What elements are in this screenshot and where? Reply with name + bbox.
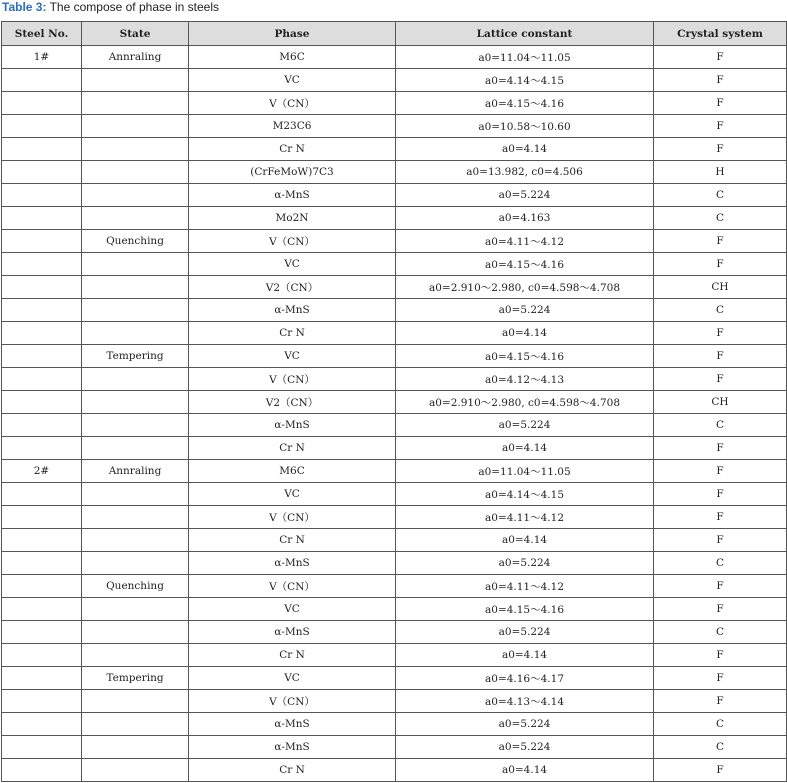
cell-phase: V（CN） (189, 92, 396, 115)
cell-state (82, 621, 189, 644)
cell-crystal-system: F (654, 690, 787, 713)
cell-steel-no: 1# (2, 46, 82, 69)
cell-steel-no (2, 253, 82, 276)
cell-phase: Cr N (189, 759, 396, 782)
table-row (2, 184, 787, 207)
table-row (2, 276, 787, 299)
cell-phase: VC (189, 345, 396, 368)
cell-steel-no (2, 667, 82, 690)
cell-steel-no (2, 322, 82, 345)
table-row (2, 207, 787, 230)
cell-steel-no (2, 69, 82, 92)
cell-lattice-constant: a0=4.11～4.12 (396, 506, 654, 529)
cell-crystal-system: F (654, 506, 787, 529)
cell-lattice-constant: a0=4.14 (396, 759, 654, 782)
cell-steel-no (2, 138, 82, 161)
table-row (2, 598, 787, 621)
cell-lattice-constant: a0=2.910～2.980, c0=4.598～4.708 (396, 391, 654, 414)
cell-lattice-constant: a0=5.224 (396, 552, 654, 575)
cell-phase: VC (189, 667, 396, 690)
cell-lattice-constant: a0=4.14 (396, 644, 654, 667)
cell-steel-no (2, 299, 82, 322)
table-body (2, 46, 787, 782)
cell-state: Tempering (82, 345, 189, 368)
table-row (2, 115, 787, 138)
header-state: State (82, 22, 189, 46)
cell-state (82, 736, 189, 759)
cell-crystal-system: C (654, 414, 787, 437)
cell-crystal-system: F (654, 644, 787, 667)
cell-state: Annraling (82, 460, 189, 483)
table-row (2, 713, 787, 736)
cell-lattice-constant: a0=2.910～2.980, c0=4.598～4.708 (396, 276, 654, 299)
cell-lattice-constant: a0=4.14 (396, 138, 654, 161)
table-row (2, 414, 787, 437)
table-row (2, 506, 787, 529)
table-row (2, 483, 787, 506)
cell-steel-no (2, 713, 82, 736)
cell-phase: α-MnS (189, 736, 396, 759)
cell-state (82, 69, 189, 92)
cell-steel-no (2, 230, 82, 253)
cell-phase: M23C6 (189, 115, 396, 138)
cell-lattice-constant: a0=4.15～4.16 (396, 345, 654, 368)
cell-lattice-constant: a0=5.224 (396, 184, 654, 207)
cell-lattice-constant: a0=4.15～4.16 (396, 598, 654, 621)
cell-steel-no (2, 690, 82, 713)
table-row (2, 253, 787, 276)
cell-crystal-system: F (654, 230, 787, 253)
cell-state (82, 92, 189, 115)
cell-crystal-system: F (654, 667, 787, 690)
table-row (2, 575, 787, 598)
table-row (2, 437, 787, 460)
cell-state (82, 414, 189, 437)
cell-steel-no (2, 207, 82, 230)
cell-state: Quenching (82, 575, 189, 598)
header-steel-no: Steel No. (2, 22, 82, 46)
cell-phase: Cr N (189, 322, 396, 345)
cell-crystal-system: F (654, 138, 787, 161)
cell-crystal-system: C (654, 713, 787, 736)
cell-phase: α-MnS (189, 713, 396, 736)
cell-lattice-constant: a0=13.982, c0=4.506 (396, 161, 654, 184)
table-row (2, 529, 787, 552)
cell-phase: V（CN） (189, 368, 396, 391)
cell-phase: M6C (189, 460, 396, 483)
table-row (2, 552, 787, 575)
table-row (2, 368, 787, 391)
cell-lattice-constant: a0=4.11～4.12 (396, 230, 654, 253)
cell-steel-no (2, 575, 82, 598)
table-caption (2, 0, 219, 16)
table-row (2, 322, 787, 345)
cell-phase: VC (189, 483, 396, 506)
cell-lattice-constant: a0=4.14 (396, 437, 654, 460)
cell-state (82, 138, 189, 161)
cell-steel-no (2, 161, 82, 184)
cell-lattice-constant: a0=5.224 (396, 299, 654, 322)
cell-state (82, 207, 189, 230)
cell-state: Quenching (82, 230, 189, 253)
cell-lattice-constant: a0=4.14～4.15 (396, 69, 654, 92)
cell-steel-no (2, 759, 82, 782)
cell-steel-no (2, 598, 82, 621)
cell-lattice-constant: a0=4.13～4.14 (396, 690, 654, 713)
cell-phase: V2（CN） (189, 391, 396, 414)
cell-crystal-system: F (654, 759, 787, 782)
table-header (2, 22, 787, 46)
table-row (2, 460, 787, 483)
cell-crystal-system: C (654, 552, 787, 575)
cell-steel-no (2, 483, 82, 506)
cell-lattice-constant: a0=4.11～4.12 (396, 575, 654, 598)
cell-phase: V（CN） (189, 506, 396, 529)
cell-crystal-system: CH (654, 276, 787, 299)
cell-steel-no (2, 414, 82, 437)
cell-crystal-system: F (654, 92, 787, 115)
table-row (2, 345, 787, 368)
cell-crystal-system: F (654, 460, 787, 483)
cell-crystal-system: F (654, 253, 787, 276)
cell-state (82, 690, 189, 713)
cell-crystal-system: C (654, 184, 787, 207)
table-row (2, 138, 787, 161)
cell-phase: α-MnS (189, 299, 396, 322)
caption-text: The compose of phase in steels (46, 0, 220, 14)
cell-lattice-constant: a0=4.163 (396, 207, 654, 230)
cell-lattice-constant: a0=4.15～4.16 (396, 92, 654, 115)
cell-crystal-system: C (654, 621, 787, 644)
cell-crystal-system: C (654, 207, 787, 230)
cell-state (82, 759, 189, 782)
table-row (2, 69, 787, 92)
cell-phase: VC (189, 253, 396, 276)
cell-steel-no (2, 529, 82, 552)
cell-state (82, 115, 189, 138)
cell-crystal-system: H (654, 161, 787, 184)
cell-phase: V（CN） (189, 230, 396, 253)
cell-state (82, 506, 189, 529)
cell-lattice-constant: a0=5.224 (396, 713, 654, 736)
table-row (2, 736, 787, 759)
cell-steel-no (2, 368, 82, 391)
table-row (2, 46, 787, 69)
header-phase: Phase (189, 22, 396, 46)
cell-lattice-constant: a0=4.16～4.17 (396, 667, 654, 690)
cell-lattice-constant: a0=4.12～4.13 (396, 368, 654, 391)
cell-state: Annraling (82, 46, 189, 69)
cell-phase: V（CN） (189, 575, 396, 598)
cell-crystal-system: F (654, 69, 787, 92)
cell-phase: V（CN） (189, 690, 396, 713)
cell-crystal-system: CH (654, 391, 787, 414)
table-row (2, 92, 787, 115)
cell-lattice-constant: a0=11.04～11.05 (396, 46, 654, 69)
cell-lattice-constant: a0=5.224 (396, 736, 654, 759)
cell-steel-no (2, 437, 82, 460)
table-row (2, 299, 787, 322)
cell-phase: (CrFeMoW)7C3 (189, 161, 396, 184)
cell-steel-no (2, 506, 82, 529)
cell-state (82, 391, 189, 414)
cell-phase: α-MnS (189, 184, 396, 207)
cell-lattice-constant: a0=4.14 (396, 322, 654, 345)
cell-phase: Cr N (189, 138, 396, 161)
cell-lattice-constant: a0=11.04～11.05 (396, 460, 654, 483)
phase-table (1, 21, 787, 782)
cell-steel-no (2, 92, 82, 115)
table-row (2, 230, 787, 253)
cell-state (82, 322, 189, 345)
cell-crystal-system: F (654, 322, 787, 345)
cell-crystal-system: F (654, 46, 787, 69)
cell-lattice-constant: a0=5.224 (396, 414, 654, 437)
cell-state (82, 368, 189, 391)
cell-phase: Cr N (189, 437, 396, 460)
cell-state (82, 437, 189, 460)
cell-phase: V2（CN） (189, 276, 396, 299)
cell-lattice-constant: a0=4.15～4.16 (396, 253, 654, 276)
cell-state (82, 184, 189, 207)
cell-state (82, 552, 189, 575)
cell-crystal-system: F (654, 575, 787, 598)
cell-crystal-system: F (654, 483, 787, 506)
table-row (2, 621, 787, 644)
cell-steel-no (2, 736, 82, 759)
cell-steel-no (2, 115, 82, 138)
cell-crystal-system: F (654, 529, 787, 552)
cell-steel-no (2, 184, 82, 207)
cell-steel-no (2, 276, 82, 299)
table-row (2, 161, 787, 184)
cell-crystal-system: F (654, 115, 787, 138)
cell-crystal-system: C (654, 299, 787, 322)
cell-state (82, 276, 189, 299)
cell-steel-no (2, 391, 82, 414)
cell-state (82, 529, 189, 552)
table-row (2, 391, 787, 414)
cell-crystal-system: C (654, 736, 787, 759)
caption-label: Table 3: (2, 0, 47, 14)
cell-steel-no (2, 644, 82, 667)
cell-steel-no (2, 621, 82, 644)
header-row (2, 22, 787, 46)
cell-state (82, 253, 189, 276)
header-lattice-constant: Lattice constant (396, 22, 654, 46)
cell-state (82, 598, 189, 621)
cell-lattice-constant: a0=4.14 (396, 529, 654, 552)
cell-phase: VC (189, 598, 396, 621)
cell-phase: Cr N (189, 644, 396, 667)
table-row (2, 644, 787, 667)
cell-lattice-constant: a0=5.224 (396, 621, 654, 644)
cell-state (82, 644, 189, 667)
cell-crystal-system: F (654, 437, 787, 460)
cell-phase: Mo2N (189, 207, 396, 230)
cell-phase: M6C (189, 46, 396, 69)
cell-state (82, 299, 189, 322)
cell-phase: α-MnS (189, 621, 396, 644)
cell-steel-no (2, 552, 82, 575)
cell-steel-no (2, 345, 82, 368)
cell-state: Tempering (82, 667, 189, 690)
cell-phase: VC (189, 69, 396, 92)
cell-lattice-constant: a0=10.58～10.60 (396, 115, 654, 138)
cell-phase: α-MnS (189, 552, 396, 575)
table-row (2, 690, 787, 713)
cell-crystal-system: F (654, 598, 787, 621)
cell-lattice-constant: a0=4.14～4.15 (396, 483, 654, 506)
cell-crystal-system: F (654, 368, 787, 391)
cell-phase: α-MnS (189, 414, 396, 437)
cell-state (82, 161, 189, 184)
table-row (2, 759, 787, 782)
cell-phase: Cr N (189, 529, 396, 552)
cell-steel-no: 2# (2, 460, 82, 483)
header-crystal-system: Crystal system (654, 22, 787, 46)
cell-state (82, 713, 189, 736)
cell-crystal-system: F (654, 345, 787, 368)
table-row (2, 667, 787, 690)
cell-state (82, 483, 189, 506)
